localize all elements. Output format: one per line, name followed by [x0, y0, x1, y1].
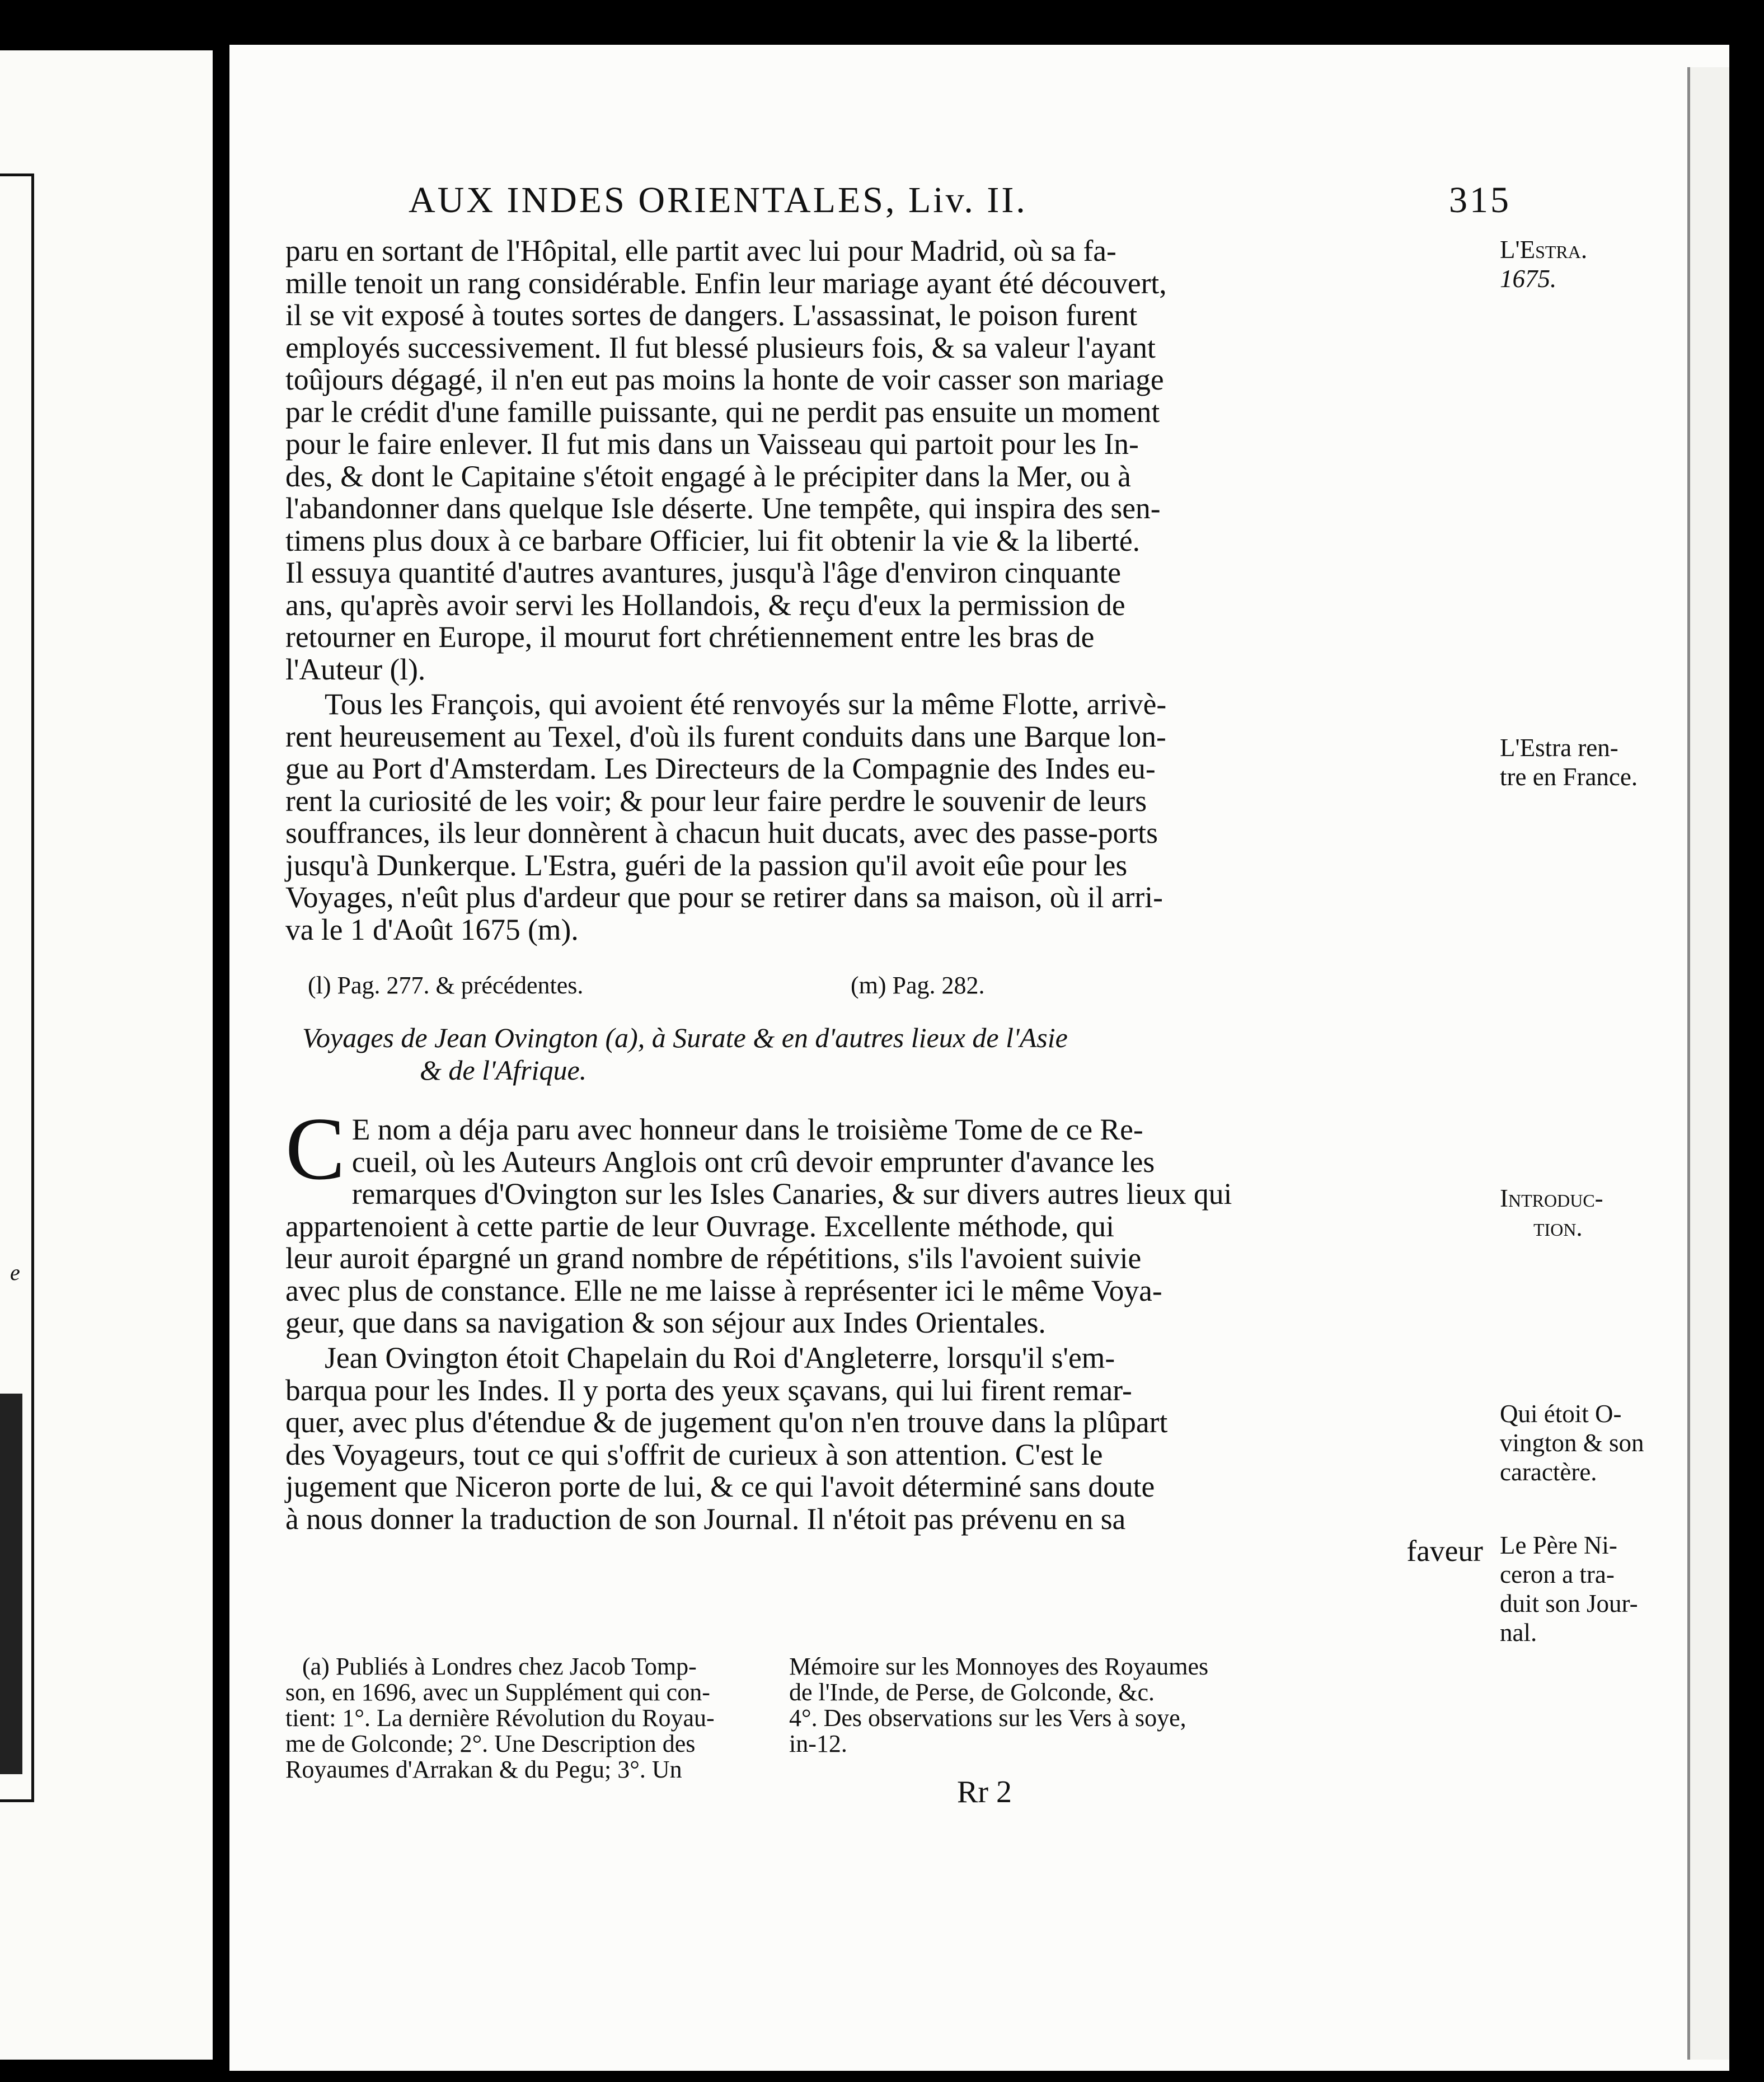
- footnote-line: son, en 1696, avec un Supplément qui con-: [285, 1678, 710, 1706]
- text-line: pour le faire enlever. Il fut mis dans un Vaisseau qui partoit pour les In-: [285, 427, 1139, 461]
- text-line: l'abandonner dans quelque Isle déserte. Une tempête, qui inspira des sen-: [285, 491, 1161, 525]
- footnote-line: (a) Publiés à Londres chez Jacob Tomp-: [302, 1653, 697, 1680]
- text-line: Jean Ovington étoit Chapelain du Roi d'Angleterre, lorsqu'il s'em-: [325, 1341, 1115, 1375]
- margin-note-ovington: [1500, 1399, 1668, 1487]
- text-line: barqua pour les Indes. Il y porta des yeux sçavans, qui lui firent remar-: [285, 1373, 1132, 1407]
- facing-page-shadow: [0, 1394, 22, 1774]
- margin-line: caractère.: [1500, 1458, 1597, 1486]
- text-line: par le crédit d'une famille puissante, qui ne perdit pas ensuite un moment: [285, 395, 1160, 429]
- text-line: E nom a déja paru avec honneur dans le troisième Tome de ce Re-: [351, 1113, 1143, 1146]
- margin-line: tion.: [1533, 1213, 1583, 1241]
- margin-line: tre en France.: [1500, 763, 1638, 791]
- text-line: toûjours dégagé, il n'en eut pas moins la honte de voir casser son mariage: [285, 363, 1164, 396]
- text-line: rent la curiosité de les voir; & pour leur faire perdre le souvenir de leurs: [285, 784, 1147, 818]
- margin-note-introduction: [1500, 1184, 1668, 1242]
- margin-note-rentre: [1500, 733, 1668, 791]
- margin-line: ceron a tra-: [1500, 1560, 1615, 1588]
- page-edge: [1687, 67, 1729, 2060]
- margin-line: 1675.: [1500, 265, 1557, 293]
- footnote-m: (m) Pag. 282.: [851, 972, 985, 999]
- text-line: jusqu'à Dunkerque. L'Estra, guéri de la passion qu'il avoit eûe pour les: [285, 848, 1128, 882]
- margin-line: vington & son: [1500, 1429, 1644, 1457]
- facing-page-fragment: [0, 50, 213, 2060]
- text-line: Voyages, n'eût plus d'ardeur que pour se retirer dans sa maison, où il arri-: [285, 880, 1163, 914]
- text-line: souffrances, ils leur donnèrent à chacun huit ducats, avec des passe-ports: [285, 816, 1158, 850]
- footnote-line: Mémoire sur les Monnoyes des Royaumes: [789, 1653, 1209, 1680]
- text-line: remarques d'Ovington sur les Isles Canaries, & sur divers autres lieux qui: [351, 1177, 1232, 1211]
- margin-line: L'Estra ren-: [1500, 734, 1618, 762]
- footnote-column-2: [789, 1654, 1254, 1757]
- drop-cap: C: [285, 1099, 345, 1198]
- paragraph-2: [285, 688, 1483, 946]
- margin-note-niceron: [1500, 1531, 1668, 1647]
- running-title: AUX INDES ORIENTALES, Liv. II.: [409, 180, 1028, 221]
- running-header: [409, 179, 1511, 235]
- signature-mark: Rr 2: [957, 1775, 1012, 1809]
- text-line: retourner en Europe, il mourut fort chrétiennement entre les bras de: [285, 620, 1095, 654]
- footnote-line: me de Golconde; 2°. Une Description des: [285, 1730, 696, 1757]
- paragraph-4: [285, 1342, 1483, 1568]
- text-line: paru en sortant de l'Hôpital, elle partit avec lui pour Madrid, où sa fa-: [285, 234, 1116, 268]
- margin-line: Qui étoit O-: [1500, 1400, 1622, 1428]
- text-line: employés successivement. Il fut blessé plusieurs fois, & sa valeur l'ayant: [285, 330, 1156, 364]
- text-line: quer, avec plus d'étendue & de jugement qu'on n'en trouve dans la plûpart: [285, 1405, 1168, 1439]
- footnote-line: de l'Inde, de Perse, de Golconde, &c.: [789, 1678, 1155, 1706]
- margin-line: Le Père Ni-: [1500, 1531, 1617, 1559]
- footnote-line: in-12.: [789, 1730, 847, 1757]
- paragraph-3: [285, 1099, 1483, 1339]
- margin-line: L'Estra.: [1500, 236, 1588, 264]
- text-line: ans, qu'après avoir servi les Hollandois, & reçu d'eux la permission de: [285, 588, 1125, 622]
- facing-page-letter: e: [10, 1260, 20, 1285]
- text-line: avec plus de constance. Elle ne me laisse à représenter ici le même Voya-: [285, 1273, 1162, 1307]
- text-line: Tous les François, qui avoient été renvoyés sur la même Flotte, arrivè-: [325, 687, 1167, 721]
- text-line: rent heureusement au Texel, d'où ils furent conduits dans une Barque lon-: [285, 719, 1166, 753]
- margin-line: duit son Jour-: [1500, 1589, 1638, 1617]
- paragraph-1: [285, 235, 1483, 686]
- margin-line: Introduc-: [1500, 1184, 1603, 1212]
- footnote-line: tient: 1°. La dernière Révolution du Royau-: [285, 1704, 715, 1732]
- text-line: leur auroit épargné un grand nombre de répétitions, s'ils l'avoient suivie: [285, 1241, 1142, 1275]
- text-line: l'Auteur (l).: [285, 652, 426, 686]
- text-line: il se vit exposé à toutes sortes de dangers. L'assassinat, le poison furent: [285, 298, 1138, 332]
- footnote-column-1: [285, 1654, 750, 1783]
- page-number: 315: [1449, 180, 1511, 221]
- text-line: jugement que Niceron porte de lui, & ce qui l'avoit déterminé sans doute: [285, 1470, 1155, 1503]
- heading-line: & de l'Afrique.: [420, 1054, 587, 1086]
- text-line: geur, que dans sa navigation & son séjour aux Indes Orientales.: [285, 1306, 1046, 1339]
- text-line: mille tenoit un rang considérable. Enfin leur mariage ayant été découvert,: [285, 266, 1167, 300]
- footnote-line: Royaumes d'Arrakan & du Pegu; 3°. Un: [285, 1756, 682, 1783]
- text-line: des Voyageurs, tout ce qui s'offrit de curieux à son attention. C'est le: [285, 1437, 1103, 1471]
- footnote-l: (l) Pag. 277. & précédentes.: [308, 972, 584, 999]
- catchword: faveur: [1406, 1534, 1483, 1568]
- text-line: appartenoient à cette partie de leur Ouvrage. Excellente méthode, qui: [285, 1209, 1114, 1243]
- margin-line: nal.: [1500, 1619, 1537, 1647]
- section-heading: [302, 1021, 1477, 1086]
- text-line: gue au Port d'Amsterdam. Les Directeurs de la Compagnie des Indes eu-: [285, 752, 1156, 785]
- heading-line: Voyages de Jean Ovington (a), à Surate & en d'autres lieux de l'Asie: [302, 1022, 1068, 1053]
- text-line: cueil, où les Auteurs Anglois ont crû devoir emprunter d'avance les: [351, 1145, 1155, 1179]
- text-line: à nous donner la traduction de son Journal. Il n'étoit pas prévenu en sa: [285, 1502, 1126, 1536]
- margin-note-estra: [1500, 235, 1668, 293]
- footnote-line: 4°. Des observations sur les Vers à soye,: [789, 1704, 1186, 1732]
- text-line: va le 1 d'Août 1675 (m).: [285, 912, 579, 946]
- book-page: [229, 45, 1729, 2071]
- text-line: timens plus doux à ce barbare Officier, lui fit obtenir la vie & la liberté.: [285, 523, 1141, 557]
- text-line: des, & dont le Capitaine s'étoit engagé à le précipiter dans la Mer, ou à: [285, 459, 1131, 493]
- text-line: Il essuya quantité d'autres avantures, jusqu'à l'âge d'environ cinquante: [285, 556, 1121, 589]
